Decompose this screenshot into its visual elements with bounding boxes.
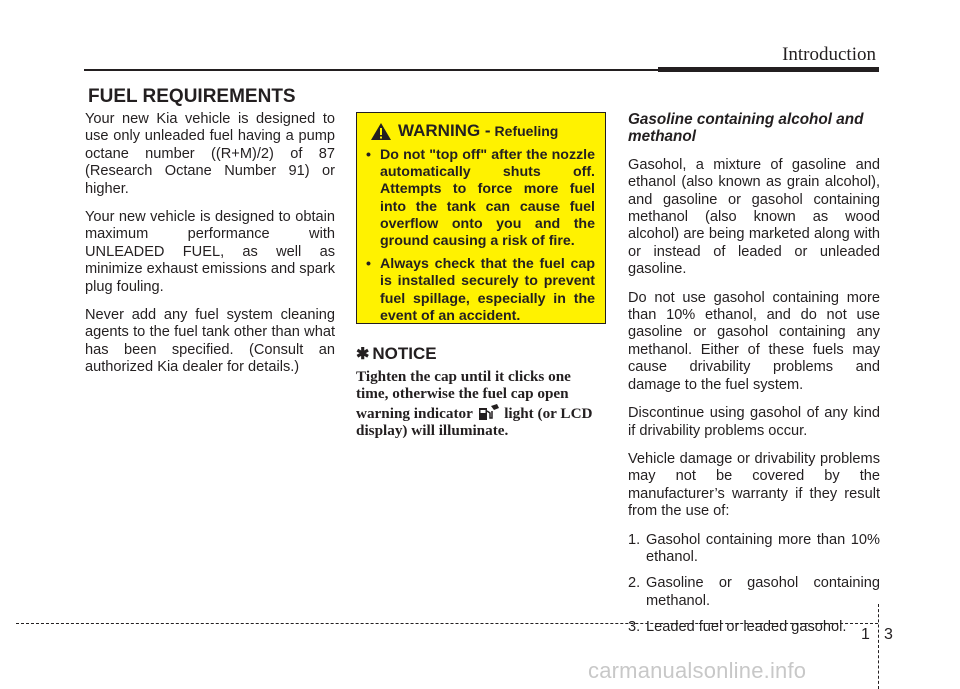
footer-divider [878,604,879,689]
notice-text-before: Tighten the cap until it clicks one time, otherwise the fuel cap open warning indicator [356,368,571,422]
column-3 [628,111,880,646]
paragraph: Do not use gasohol containing more than 10% ethanol, and do not use gasoline or gasohol containing any methanol. Either of these fuels may cause drivability problems and damage to the fuel system. [628,289,880,393]
paragraph: Gasohol, a mixture of gasoline and ethanol (also known as grain alcohol), and gasoline or gasohol containing methanol (also known as wood alcohol) are being marketed along with or instead of leaded or unleaded gasoline. [628,156,880,278]
notice-body [356,368,606,440]
warning-subtitle: Refueling [494,123,559,139]
list-item [628,575,880,610]
list-number: 2. [628,575,641,592]
fuel-cap-open-icon [476,403,500,421]
header-rule-accent [658,67,879,72]
warning-triangle-icon [370,122,392,141]
page-number: 3 [884,626,893,643]
chapter-number: 1 [861,626,870,643]
paragraph: Discontinue using gasohol of any kind if drivability problems occur. [628,405,880,439]
list-item [628,532,880,567]
list-number: 1. [628,531,641,548]
watermark: carmanualsonline.info [588,658,807,683]
notice-text-after: light (or LCD display) will illuminate. [356,404,593,440]
paragraph: Your new vehicle is designed to obtain maximum performance with UNLEADED FUEL, as well as minimize exhaust emissions and spark plug fouling. [85,209,335,295]
paragraph: Vehicle damage or drivability problems may not be covered by the manufacturer’s warranty if they result from the use of: [628,450,880,520]
fuel-list [628,532,880,637]
list-text: Leaded fuel or leaded gasohol. [646,619,847,636]
warning-item: • Do not "top off" after the nozzle automatically shuts off. Attempts to force more fuel into the tank can cause fuel overflow onto you and the ground causing a risk of fire. [366,147,595,250]
footer-rule [16,623,878,624]
paragraph: Your new Kia vehicle is designed to use only unleaded fuel having a pump octane number ((R+M)/2) of 87 (Research Octane Number 91) or higher. [85,111,335,197]
warning-list [366,147,595,325]
warning-title: WARNING - [398,121,491,140]
section-title: FUEL REQUIREMENTS [88,86,296,107]
header-title: Introduction [782,44,876,65]
subsection-title: Gasoline containing alcohol and methanol [628,111,864,146]
warning-item: • Always check that the fuel cap is installed securely to prevent fuel spillage, especially in the event of an accident. [366,256,595,325]
list-number: 3. [628,619,641,636]
list-item [628,619,880,636]
notice-heading [356,344,437,364]
list-text: Gasohol containing more than 10% ethanol. [646,531,880,565]
notice-title: NOTICE [372,344,437,363]
paragraph: Never add any fuel system cleaning agents to the fuel tank other than what has been specified. (Consult an authorized Kia dealer for details.) [85,307,335,376]
column-1 [85,111,335,388]
list-text: Gasoline or gasohol containing methanol. [646,575,880,609]
warning-header [370,121,595,141]
notice-star-icon: ✱ [356,346,370,363]
warning-box [356,112,606,324]
